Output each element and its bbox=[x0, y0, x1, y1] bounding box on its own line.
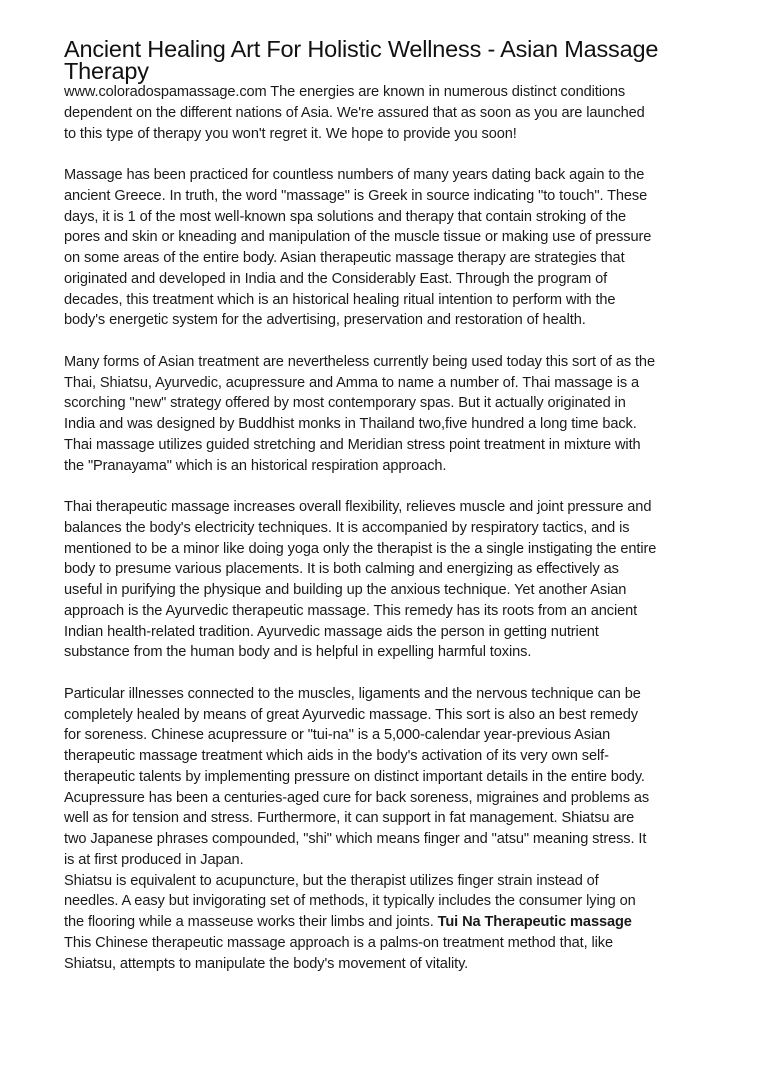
paragraph bbox=[64, 165, 724, 331]
paragraph bbox=[64, 684, 724, 871]
paragraph bbox=[64, 352, 724, 477]
text-line: India and was designed by Buddhist monks in Thailand two,five hundred a long time back. bbox=[64, 416, 637, 432]
text-line: body to presume various placements. It is both calming and energizing as effectively as bbox=[64, 561, 619, 578]
document-page bbox=[64, 38, 724, 974]
text-line: Massage has been practiced for countless numbers of many years dating back again to the bbox=[64, 167, 645, 183]
text-line: scorching "new" strategy offered by most contemporary spas. But it actually originated in bbox=[64, 395, 626, 412]
text-line: approach is the Ayurvedic therapeutic massage. This remedy has its roots from an ancient bbox=[64, 602, 638, 619]
text-line: completely healed by means of great Ayurvedic massage. This sort is also an best remedy bbox=[64, 706, 638, 723]
text-line: therapeutic talents by implementing pressure on distinct important details in the entire body. bbox=[64, 768, 645, 785]
text-line: ancient Greece. In truth, the word "massage" is Greek in source indicating "to touch". These bbox=[64, 187, 648, 204]
text-line: for soreness. Chinese acupressure or "tui-na" is a 5,000-calendar year-previous Asian bbox=[64, 727, 611, 744]
text-line: well as for tension and stress. Furthermore, it can support in fat management. Shiatsu are bbox=[64, 810, 635, 827]
text-line: www.coloradospamassage.com The energies are known in numerous distinct conditions bbox=[64, 84, 626, 100]
text-line: therapeutic massage treatment which aids in the body's activation of its very own self- bbox=[64, 748, 609, 764]
text-line: days, it is 1 of the most well-known spa solutions and therapy that contain stroking of the bbox=[64, 208, 626, 225]
title-line: Therapy bbox=[64, 58, 149, 84]
text-line: Thai massage utilizes guided stretching and Meridian stress point treatment in mixture with bbox=[64, 436, 641, 453]
text-line: Particular illnesses connected to the muscles, ligaments and the nervous technique can be bbox=[64, 685, 641, 702]
text-line bbox=[64, 912, 724, 933]
text-line: useful in purifying the physique and building up the anxious technique. Yet another Asian bbox=[64, 582, 627, 598]
bold-heading-tui-na: Tui Na Therapeutic massage bbox=[437, 914, 632, 930]
paragraph bbox=[64, 497, 724, 663]
document-title bbox=[64, 38, 724, 82]
text-line: substance from the human body and is helpful in expelling harmful toxins. bbox=[64, 644, 532, 661]
text-line: is at first produced in Japan. bbox=[64, 851, 244, 868]
text-line: Many forms of Asian treatment are nevertheless currently being used today this sort of as the bbox=[64, 353, 655, 370]
text-line: This Chinese therapeutic massage approach is a palms-on treatment method that, like bbox=[64, 934, 613, 951]
text-line: body's energetic system for the advertising, preservation and restoration of health. bbox=[64, 312, 586, 329]
text-line: Shiatsu, attempts to manipulate the body's movement of vitality. bbox=[64, 955, 469, 972]
text-line: needles. A easy but invigorating set of methods, it typically includes the consumer lying on bbox=[64, 893, 636, 910]
text-line: pores and skin or kneading and manipulation of the muscle tissue or making use of pressure bbox=[64, 229, 652, 246]
text-line: mentioned to be a minor like doing yoga only the therapist is the a single instigating the entire bbox=[64, 540, 657, 557]
text-line: two Japanese phrases compounded, "shi" which means finger and "atsu" meaning stress. It bbox=[64, 831, 647, 847]
text-line: on some areas of the entire body. Asian therapeutic massage therapy are strategies that bbox=[64, 250, 625, 266]
text-line: to this type of therapy you won't regret it. We hope to provide you soon! bbox=[64, 125, 517, 142]
paragraph bbox=[64, 82, 724, 144]
title-line: Ancient Healing Art For Holistic Wellness - Asian Massage bbox=[64, 36, 659, 62]
text-line: Thai therapeutic massage increases overall flexibility, relieves muscle and joint pressure and bbox=[64, 499, 652, 515]
text-line: originated and developed in India and the Considerably East. Through the program of bbox=[64, 270, 608, 287]
text-line: dependent on the different nations of Asia. We're assured that as soon as you are launched bbox=[64, 104, 645, 121]
text-line: Shiatsu is equivalent to acupuncture, but the therapist utilizes finger strain instead of bbox=[64, 872, 599, 889]
text-segment: the flooring while a masseuse works their limbs and joints. bbox=[64, 914, 438, 930]
text-line: Acupressure has been a centuries-aged cure for back soreness, migraines and problems as bbox=[64, 789, 650, 806]
paragraph-shiatsu bbox=[64, 871, 724, 975]
text-line: Thai, Shiatsu, Ayurvedic, acupressure and Amma to name a number of. Thai massage is a bbox=[64, 374, 640, 391]
text-line: decades, this treatment which is an historical healing ritual intention to perform with the bbox=[64, 291, 616, 308]
text-line: balances the body's electricity techniques. It is accompanied by respiratory tactics, and is bbox=[64, 519, 630, 536]
text-line: the "Pranayama" which is an historical respiration approach. bbox=[64, 457, 447, 474]
text-line: Indian health-related tradition. Ayurvedic massage aids the person in getting nutrient bbox=[64, 623, 599, 640]
